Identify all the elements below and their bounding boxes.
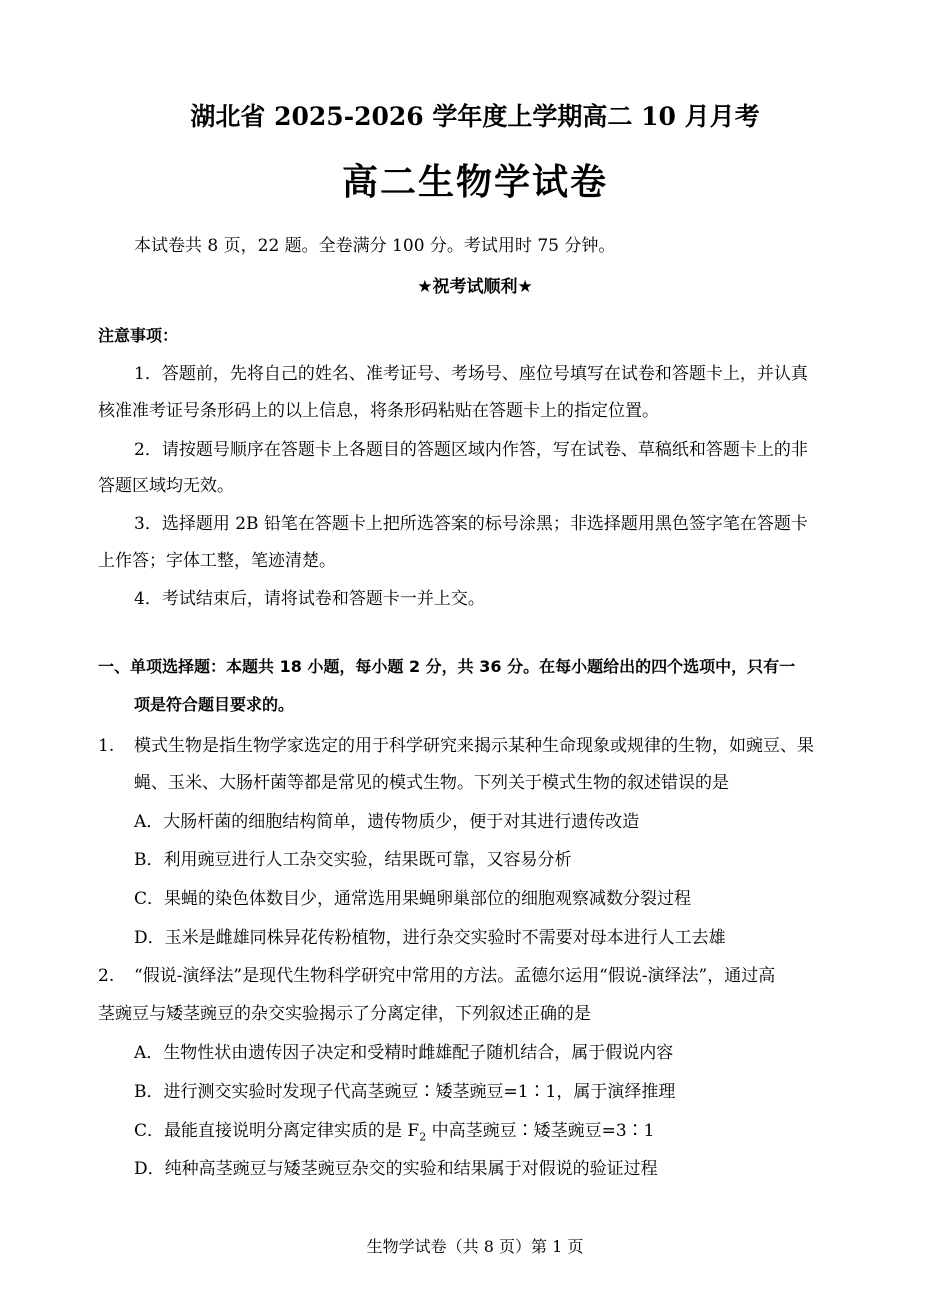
paper-title: 高二生物学试卷	[341, 161, 608, 203]
question-1-option-d: D．玉米是雌雄同株异花传粉植物，进行杂交实验时不需要对母本进行人工去雄	[134, 928, 726, 948]
note-1-line-2: 核准准考证号条形码上的以上信息，将条形码粘贴在答题卡上的指定位置。	[98, 401, 659, 421]
question-1-option-c: C．果蝇的染色体数目少，通常选用果蝇卵巢部位的细胞观察减数分裂过程	[134, 889, 692, 909]
exam-info: 本试卷共 8 页，22 题。全卷满分 100 分。考试用时 75 分钟。	[134, 236, 616, 256]
note-2-line-2: 答题区域均无效。	[98, 476, 234, 496]
question-1-option-a: A．大肠杆菌的细胞结构简单，遗传物质少，便于对其进行遗传改造	[134, 812, 640, 832]
page-footer: 生物学试卷（共 8 页）第 1 页	[366, 1237, 584, 1256]
notes-heading: 注意事项：	[98, 326, 179, 345]
question-2-option-d: D．纯种高茎豌豆与矮茎豌豆杂交的实验和结果属于对假说的验证过程	[134, 1159, 658, 1179]
note-2-line-1: 2．请按题号顺序在答题卡上各题目的答题区域内作答，写在试卷、草稿纸和答题卡上的非	[134, 440, 808, 460]
question-2-option-c	[134, 1121, 655, 1144]
question-2-number: 2.	[98, 966, 115, 986]
question-1-stem-line-1: 模式生物是指生物学家选定的用于科学研究来揭示某种生命现象或规律的生物，如豌豆、果	[134, 736, 814, 756]
question-1-number: 1.	[98, 736, 115, 756]
note-3-line-1: 3．选择题用 2B 铅笔在答题卡上把所选答案的标号涂黑；非选择题用黑色签字笔在答题卡	[134, 514, 808, 534]
question-1-stem-line-2: 蝇、玉米、大肠杆菌等都是常见的模式生物。下列关于模式生物的叙述错误的是	[134, 773, 729, 793]
exam-title: 湖北省 2025-2026 学年度上学期高二 10 月月考	[190, 102, 760, 131]
question-2-stem-line-1: “假说-演绎法”是现代生物科学研究中常用的方法。孟德尔运用“假说-演绎法”，通过高	[134, 966, 776, 986]
subscript-2: 2	[419, 1130, 427, 1144]
note-3-line-2: 上作答；字体工整，笔迹清楚。	[98, 551, 336, 571]
note-1-line-1: 1．答题前，先将自己的姓名、准考证号、考场号、座位号填写在试卷和答题卡上，并认真	[134, 364, 808, 384]
question-2-option-a: A．生物性状由遗传因子决定和受精时雌雄配子随机结合，属于假说内容	[134, 1043, 674, 1063]
question-1-option-b: B．利用豌豆进行人工杂交实验，结果既可靠，又容易分析	[134, 850, 572, 870]
question-2-option-c-text-end: 中高茎豌豆∶矮茎豌豆=3∶1	[426, 1121, 655, 1141]
question-2-stem-line-2: 茎豌豆与矮茎豌豆的杂交实验揭示了分离定律，下列叙述正确的是	[98, 1004, 591, 1024]
note-4-line-1: 4．考试结束后，请将试卷和答题卡一并上交。	[134, 589, 485, 609]
section-1-heading-line-2: 项是符合题目要求的。	[134, 695, 295, 714]
question-2-option-b: B．进行测交实验时发现子代高茎豌豆∶矮茎豌豆=1∶1，属于演绎推理	[134, 1082, 676, 1102]
section-1-heading-line-1: 一、单项选择题：本题共 18 小题，每小题 2 分，共 36 分。在每小题给出的四个选项中，只有一	[98, 657, 796, 676]
question-2-option-c-text: C．最能直接说明分离定律实质的是 F	[134, 1121, 420, 1141]
good-luck-wish: ★祝考试顺利★	[417, 277, 533, 297]
